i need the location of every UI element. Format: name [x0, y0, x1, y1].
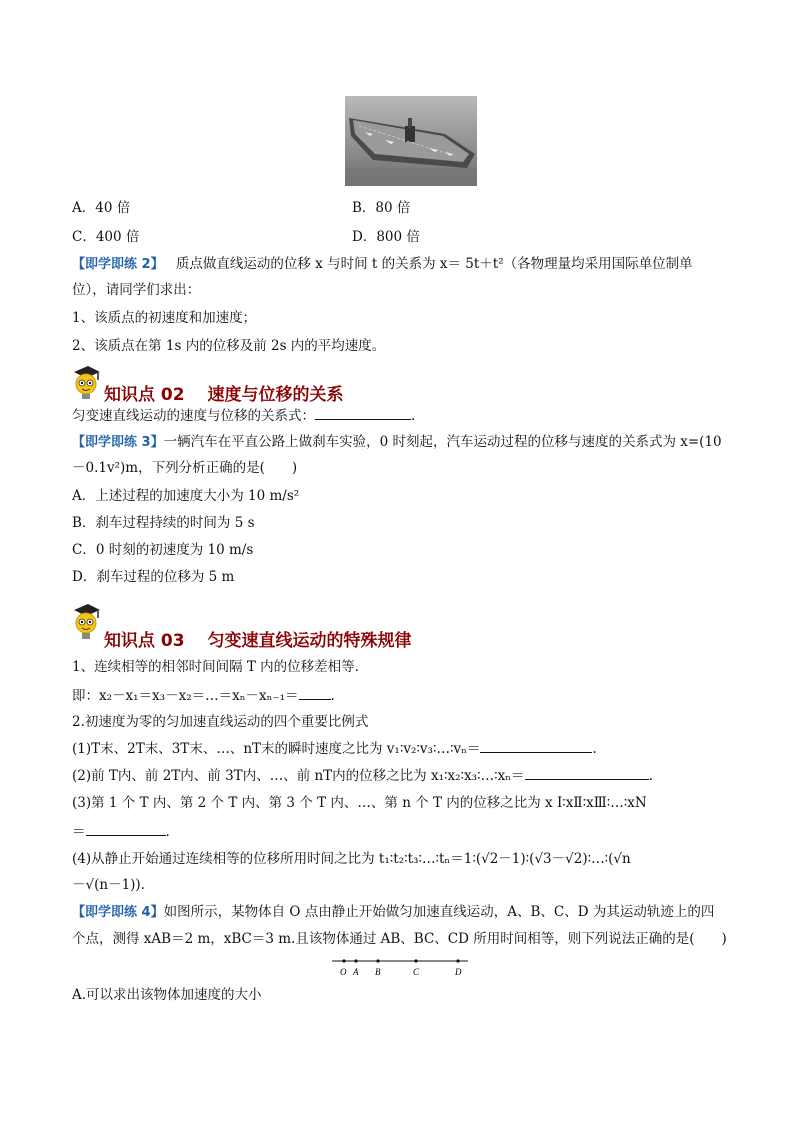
rule1-formula: 即：x₂－x₁＝x₃－x₂＝…＝xₙ－xₙ₋₁＝	[72, 688, 299, 704]
practice4-option-a: A.可以求出该物体加速度的大小	[72, 987, 262, 1003]
ratio1-line: (1)T末、2T末、3T末、…、nT末的瞬时速度之比为 v₁∶v₂∶v₃∶…∶vₙ＝ .	[72, 738, 597, 759]
mascot-icon	[70, 364, 102, 400]
practice2-tag: 【即学即练 2】	[72, 257, 164, 272]
rule1: 1、连续相等的相邻时间间隔 T 内的位移差相等.	[72, 659, 359, 675]
practice4-text: 如图所示，某物体自 O 点由静止开始做匀加速直线运动，A、B、C、D 为其运动轨迹上的四	[163, 904, 715, 920]
point-label: B	[375, 967, 381, 977]
point-label: O	[340, 967, 347, 977]
point-label: D	[455, 967, 462, 977]
answer-blank[interactable]	[315, 405, 411, 420]
ratio3: (3)第 1 个 T 内、第 2 个 T 内、第 3 个 T 内、…、第 n 个 T 内的位移之比为 x Ⅰ∶xⅡ∶xⅢ∶…∶xN	[72, 795, 647, 811]
ratio3-cont: ＝	[72, 824, 86, 840]
section02-formula-prompt: 匀变速直线运动的速度与位移的关系式：	[72, 408, 315, 424]
ratio1: (1)T末、2T末、3T末、…、nT末的瞬时速度之比为 v₁∶v₂∶v₃∶…∶vₙ＝	[72, 741, 481, 757]
answer-blank[interactable]	[299, 685, 331, 700]
practice3-option-d: D．刹车过程的位移为 5 m	[72, 569, 235, 585]
point-label: A	[353, 967, 359, 977]
ratio4-cont: －√(n－1)).	[72, 877, 145, 893]
practice2-q2: 2、该质点在第 1s 内的位移及前 2s 内的平均速度。	[72, 338, 386, 354]
section03-title: 知识点 03 匀变速直线运动的特殊规律	[104, 631, 412, 651]
practice3-option-b: B．刹车过程持续的时间为 5 s	[72, 515, 255, 531]
option-c: C．400 倍	[72, 229, 140, 245]
option-d: D．800 倍	[352, 229, 420, 245]
rule2: 2.初速度为零的匀加速直线运动的四个重要比例式	[72, 714, 369, 730]
answer-blank[interactable]	[525, 765, 649, 780]
practice4-text-cont: 个点，测得 xAB＝2 m，xBC＝3 m.且该物体通过 AB、BC、CD 所用时间相等，则下列说法正确的是( )	[72, 931, 727, 947]
ratio2-line: (2)前 T内、前 2T内、前 3T内、…、前 nT内的位移之比为 x₁∶x₂∶x₃∶…∶xₙ＝ .	[72, 765, 653, 786]
practice4-line	[72, 902, 714, 923]
practice3-tag: 【即学即练 3】	[72, 435, 164, 450]
answer-blank[interactable]	[480, 738, 592, 753]
mascot-icon	[70, 602, 102, 644]
practice3-option-c: C．0 时刻的初速度为 10 m/s	[72, 542, 254, 558]
practice4-tag: 【即学即练 4】	[72, 905, 164, 920]
practice3-text: 一辆汽车在平直公路上做刹车实验，0 时刻起，汽车运动过程的位移与速度的关系式为 x=(10	[163, 434, 722, 450]
practice3-text-cont: －0.1v²)m，下列分析正确的是( )	[72, 460, 298, 476]
option-a: A．40 倍	[72, 200, 131, 216]
practice2-text-cont: 位），请同学们求出：	[72, 282, 201, 298]
answer-blank[interactable]	[86, 821, 166, 836]
ratio3-cont-line: ＝ .	[72, 821, 170, 842]
ratio4: (4)从静止开始通过连续相等的位移所用时间之比为 t₁∶t₂∶t₃∶…∶tₙ＝1∶(√2－1)∶(√3－√2)∶…∶(√n	[72, 851, 631, 867]
rule1-formula-line: 即：x₂－x₁＝x₃－x₂＝…＝xₙ－xₙ₋₁＝ .	[72, 685, 335, 706]
section02-prompt-line: 匀变速直线运动的速度与位移的关系式： .	[72, 405, 415, 426]
motion-diagram	[330, 956, 470, 978]
aircraft-carrier-image	[345, 96, 477, 186]
option-b: B．80 倍	[352, 200, 411, 216]
practice3-line	[72, 432, 722, 453]
practice2-line	[72, 254, 693, 275]
practice3-option-a: A．上述过程的加速度大小为 10 m/s²	[72, 488, 300, 504]
section02-title: 知识点 02 速度与位移的关系	[104, 385, 344, 405]
practice2-q1: 1、该质点的初速度和加速度；	[72, 310, 257, 326]
ratio2: (2)前 T内、前 2T内、前 3T内、…、前 nT内的位移之比为 x₁∶x₂∶x₃∶…∶xₙ＝	[72, 768, 525, 784]
practice2-text: 质点做直线运动的位移 x 与时间 t 的关系为 x＝ 5t＋t²（各物理量均采用国际单位制单	[175, 256, 693, 272]
point-label: C	[413, 967, 420, 977]
